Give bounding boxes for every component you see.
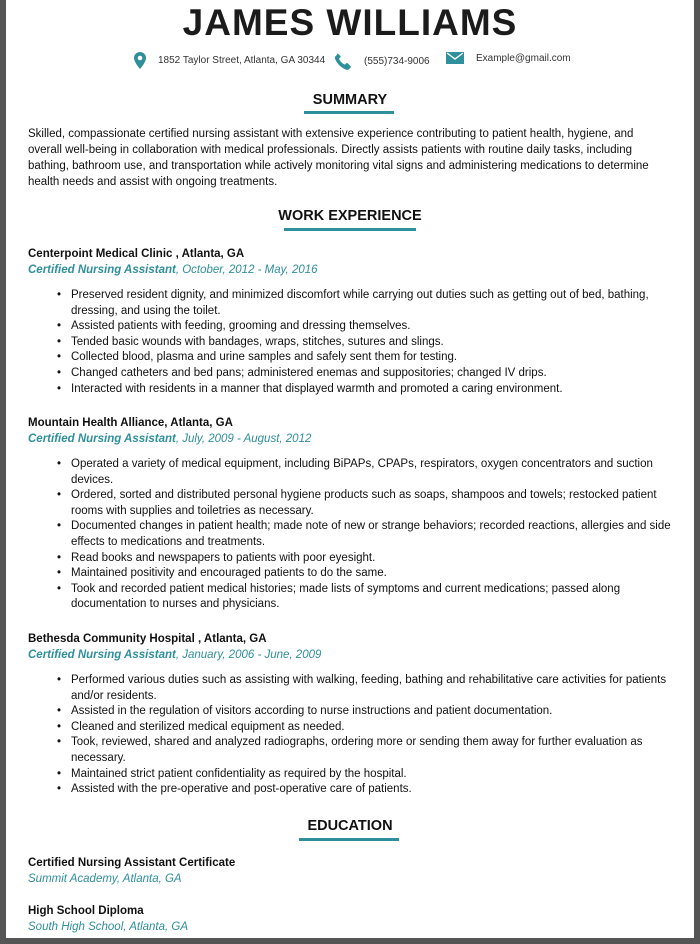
summary-heading-underline [304, 111, 394, 114]
contact-email [446, 52, 571, 64]
education-entry [28, 855, 235, 887]
address-text: 1852 Taylor Street, Atlanta, GA 30344 [158, 55, 326, 66]
work-experience-heading: WORK EXPERIENCE [278, 208, 422, 224]
job-duties [28, 288, 678, 397]
duty-item: • Collected blood, plasma and urine samples and safely sent them for testing. [71, 350, 671, 366]
duty-item: • Took, reviewed, shared and analyzed radiographs, ordering more or sending them away for further evaluation as necessary. [71, 735, 671, 766]
phone-text: (555)734-9006 [364, 55, 430, 67]
job-entry [28, 415, 678, 613]
summary-heading: SUMMARY [312, 92, 388, 108]
job-role [28, 647, 678, 663]
candidate-name: JAMES WILLIAMS [182, 2, 518, 43]
duty-item: • Changed catheters and bed pans; administered enemas and suppositories; changed IV drips. [71, 366, 671, 382]
education-entry [28, 903, 188, 935]
duty-item: • Interacted with residents in a manner that displayed warmth and promoted a caring environment. [71, 382, 671, 398]
job-dates: , October, 2012 - May, 2016 [175, 264, 318, 276]
resume-page [6, 0, 694, 938]
education-school: South High School, Atlanta, GA [28, 921, 189, 933]
duty-item: • Documented changes in patient health; made note of new or strange behaviors; recorded reactions, allergies and side effects to medications and treatments. [71, 519, 671, 550]
contact-address [134, 52, 325, 69]
phone-icon [334, 52, 364, 70]
job-duties [28, 457, 678, 613]
duty-item: • Maintained strict patient confidentiality as required by the hospital. [71, 767, 671, 783]
duty-item: • Maintained positivity and encouraged patients to do the same. [71, 566, 671, 582]
education-degree: High School Diploma [28, 905, 144, 917]
duty-item: • Read books and newspapers to patients with poor eyesight. [71, 551, 671, 567]
duty-item: • Assisted patients with feeding, grooming and dressing themselves. [71, 319, 671, 335]
job-role [28, 431, 678, 447]
contact-bar [6, 52, 694, 72]
duty-item: • Ordered, sorted and distributed personal hygiene products such as soaps, shampoos and towels; restocked patient rooms with supplies and toiletries as necessary. [71, 488, 671, 519]
education-degree: Certified Nursing Assistant Certificate [28, 857, 236, 869]
duty-item: • Tended basic wounds with bandages, wraps, stitches, sutures and slings. [71, 335, 671, 351]
job-dates: , January, 2006 - June, 2009 [175, 649, 322, 661]
duty-item: • Assisted in the regulation of visitors according to nurse instructions and patient documentation. [71, 704, 671, 720]
envelope-icon [446, 52, 476, 64]
duty-item: • Took and recorded patient medical histories; made lists of symptoms and current medications; passed along documentation to nurses and physicians. [71, 582, 671, 613]
education-school: Summit Academy, Atlanta, GA [28, 873, 182, 885]
job-company: Centerpoint Medical Clinic , Atlanta, GA [28, 248, 245, 260]
duty-item: • Preserved resident dignity, and minimized discomfort while carrying out duties such as getting out of bed, bathing, dressing, and using the toilet. [71, 288, 671, 319]
summary-text: Skilled, compassionate certified nursing assistant with extensive experience contributing to patient health, hygiene, and overall well-being in collaboration with medical professionals. Directly assists patients with routine daily tasks, including bathing, bathroom use, and transportation while actively monitoring vital signs and administering medications to determine health needs and assist with ongoing treatments. [28, 128, 649, 188]
duty-item: • Assisted with the pre-operative and post-operative care of patients. [71, 782, 671, 798]
duty-item: • Operated a variety of medical equipment, including BiPAPs, CPAPs, respirators, oxygen concentrators and suction devices. [71, 457, 671, 488]
education-heading-underline [299, 838, 399, 841]
job-title: Certified Nursing Assistant [28, 433, 176, 445]
job-company: Bethesda Community Hospital , Atlanta, GA [28, 633, 267, 645]
work-experience-heading-underline [284, 228, 416, 231]
job-title: Certified Nursing Assistant [28, 264, 176, 276]
job-dates: , July, 2009 - August, 2012 [175, 433, 312, 445]
email-text: Example@gmail.com [476, 52, 571, 64]
duty-item: • Cleaned and sterilized medical equipment as needed. [71, 720, 671, 736]
job-title: Certified Nursing Assistant [28, 649, 176, 661]
contact-phone [334, 52, 430, 70]
location-pin-icon [134, 52, 158, 69]
duty-item: • Performed various duties such as assisting with walking, feeding, bathing and rehabilitative care activities for patients and/or residents. [71, 673, 671, 704]
education-heading: EDUCATION [307, 818, 393, 834]
job-entry [28, 246, 678, 397]
job-entry [28, 631, 678, 798]
job-duties [28, 673, 678, 798]
job-company: Mountain Health Alliance, Atlanta, GA [28, 417, 233, 429]
job-role [28, 262, 678, 278]
